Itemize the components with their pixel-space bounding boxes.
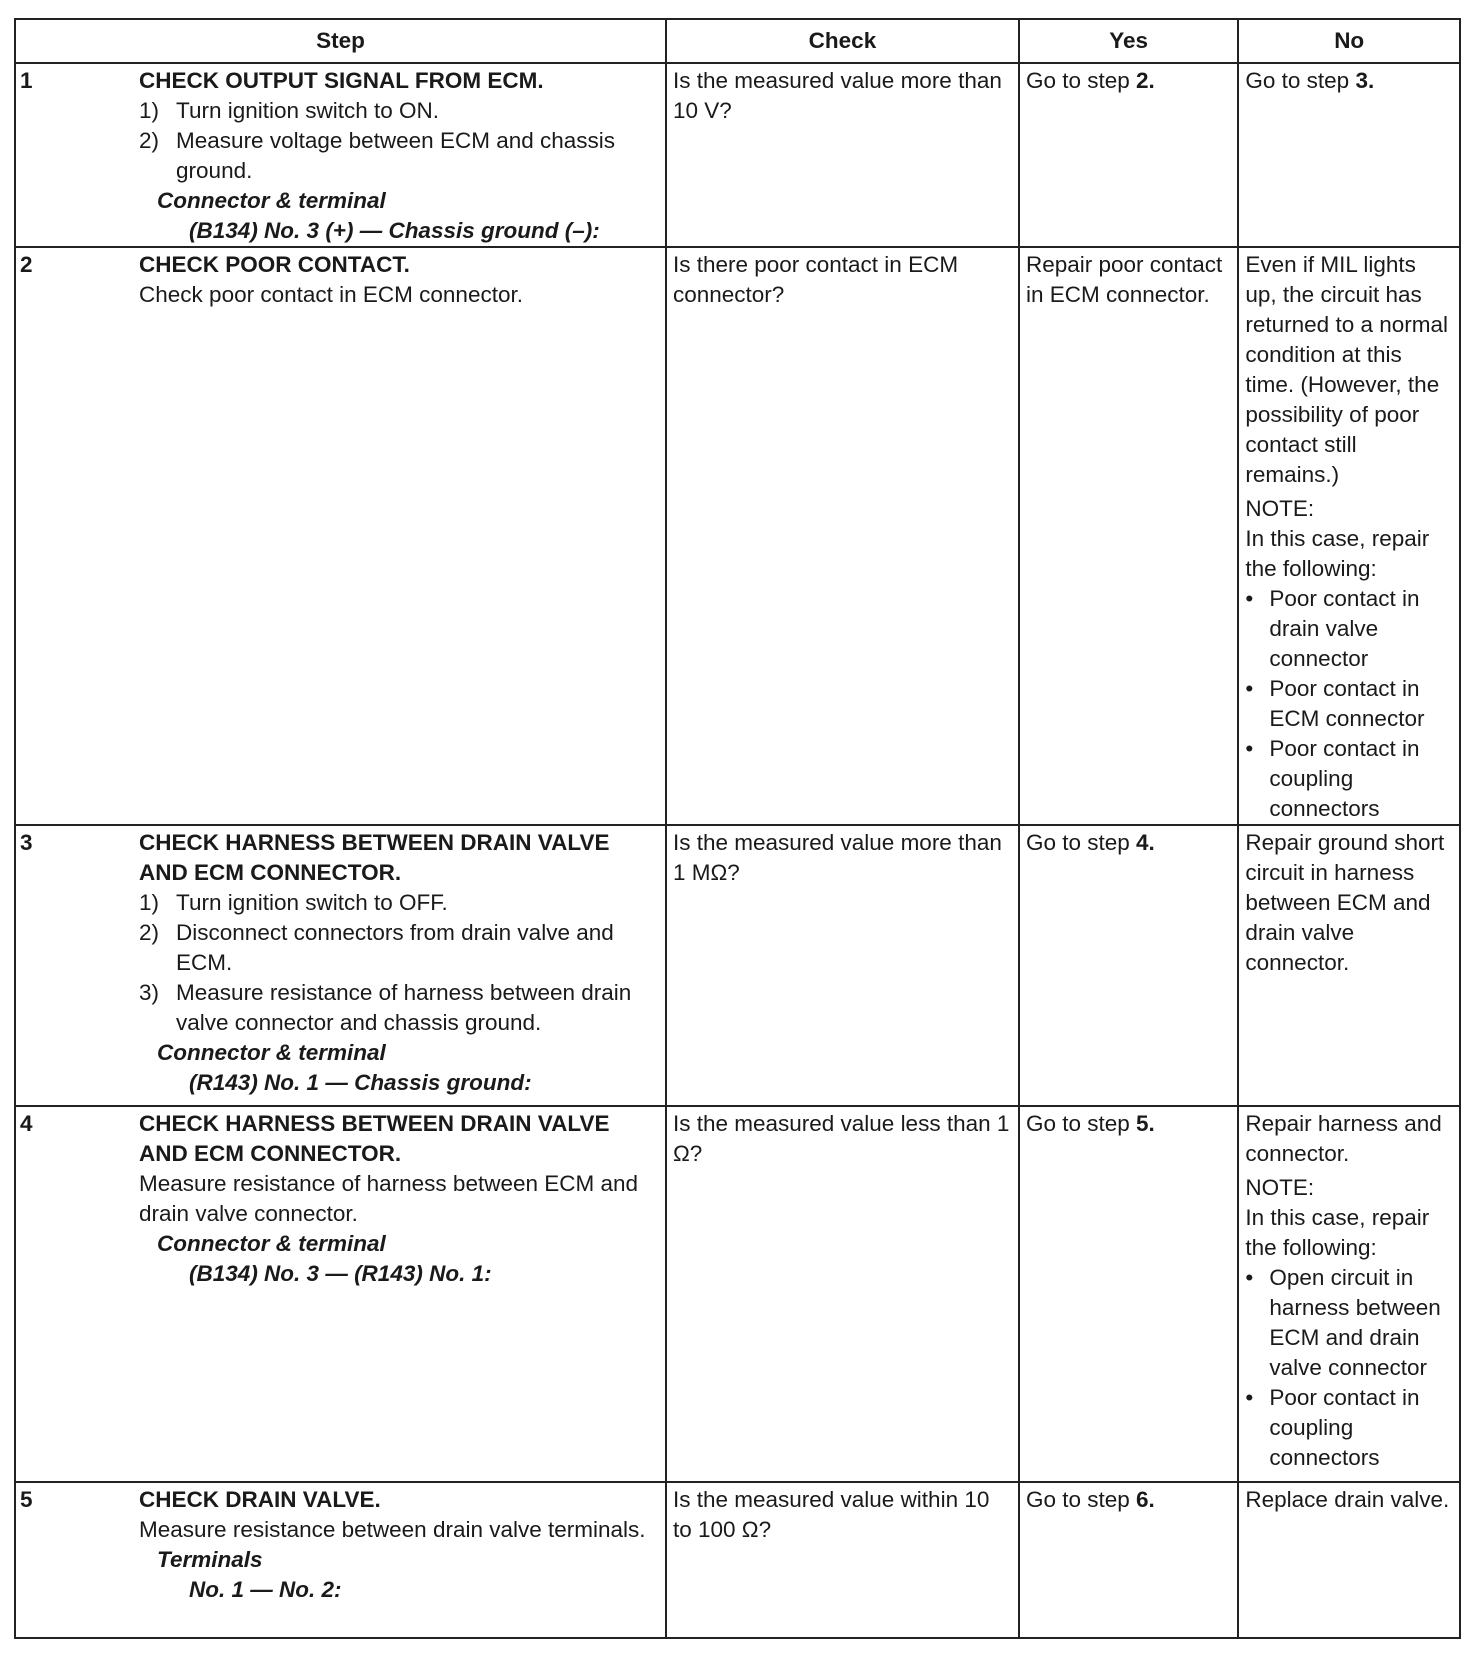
connector-terminal: No. 1 — No. 2: (189, 1577, 342, 1602)
no-text: Repair harness and connector. (1245, 1111, 1442, 1166)
list-item (139, 978, 659, 1038)
bullet-icon: • (1245, 1385, 1254, 1410)
header-step: Step (15, 19, 666, 63)
step-title: CHECK POOR CONTACT. (139, 252, 410, 277)
list-text: Measure voltage between ECM and chassis ground. (176, 128, 616, 183)
list-item (1245, 584, 1453, 674)
list-item (139, 126, 659, 186)
bullet-icon: • (1245, 586, 1254, 611)
no-text: Go to step (1245, 68, 1356, 93)
connector-terminal: (B134) No. 3 — (R143) No. 1: (189, 1261, 492, 1286)
list-number: 2) (139, 920, 160, 945)
bullet-icon: • (1245, 676, 1254, 701)
yes-text: Go to step (1025, 830, 1137, 855)
table-row (15, 1482, 1460, 1638)
step-number: 5 (15, 1482, 139, 1638)
header-row (15, 19, 1460, 63)
step-title: CHECK HARNESS BETWEEN DRAIN VALVE AND ECM CONNECTOR. (139, 1111, 610, 1166)
step-number: 3 (15, 825, 139, 1106)
connector-label: Connector & terminal (157, 188, 386, 213)
bullet-icon: • (1245, 736, 1254, 761)
list-number: 1) (139, 98, 160, 123)
no-cell: Replace drain valve. (1238, 1482, 1460, 1638)
bullet-text: Poor contact in ECM connector (1269, 676, 1425, 731)
list-text: Disconnect connectors from drain valve and ECM. (176, 920, 614, 975)
step-title: CHECK HARNESS BETWEEN DRAIN VALVE AND ECM CONNECTOR. (139, 830, 610, 885)
diagnostic-table (14, 18, 1461, 1639)
list-number: 1) (139, 890, 160, 915)
yes-cell (1019, 1106, 1238, 1482)
bullet-text: Open circuit in harness between ECM and drain valve connector (1269, 1265, 1441, 1380)
connector-label: Terminals (157, 1547, 263, 1572)
step-reference: 3. (1355, 68, 1375, 93)
step-title: CHECK OUTPUT SIGNAL FROM ECM. (139, 68, 544, 93)
note-heading: NOTE: (1245, 1175, 1315, 1200)
step-reference: 5. (1136, 1111, 1155, 1136)
list-text: Turn ignition switch to OFF. (176, 890, 448, 915)
list-item (1245, 1383, 1453, 1473)
yes-cell (1019, 825, 1238, 1106)
step-description (139, 825, 666, 1106)
list-item (139, 918, 659, 978)
check-cell: Is the measured value more than 10 V? (666, 63, 1019, 247)
list-number: 3) (139, 980, 160, 1005)
step-number: 4 (15, 1106, 139, 1482)
header-check: Check (666, 19, 1019, 63)
table-row (15, 247, 1460, 825)
step-description (139, 63, 666, 247)
step-text: Measure resistance between drain valve terminals. (139, 1517, 646, 1542)
step-description (139, 247, 666, 825)
note-intro: In this case, repair the following: (1245, 526, 1430, 581)
bullet-text: Poor contact in coupling connectors (1269, 1385, 1420, 1470)
table-row (15, 825, 1460, 1106)
bullet-icon: • (1245, 1265, 1254, 1290)
step-text: Measure resistance of harness between ECM and drain valve connector. (139, 1171, 639, 1226)
yes-text: Go to step (1025, 1487, 1137, 1512)
yes-cell (1019, 63, 1238, 247)
connector-terminal: (B134) No. 3 (+) — Chassis ground (–): (189, 218, 600, 243)
list-number: 2) (139, 128, 160, 153)
list-item (139, 888, 659, 918)
header-yes: Yes (1019, 19, 1238, 63)
list-item (1245, 1263, 1453, 1383)
check-cell: Is the measured value within 10 to 100 Ω? (666, 1482, 1019, 1638)
list-item (1245, 674, 1453, 734)
step-text: Check poor contact in ECM connector. (139, 282, 523, 307)
check-cell: Is the measured value more than 1 MΩ? (666, 825, 1019, 1106)
no-cell (1238, 63, 1460, 247)
list-item (1245, 734, 1453, 824)
no-cell: Repair ground short circuit in harness between ECM and drain valve connector. (1238, 825, 1460, 1106)
procedure-list (139, 888, 659, 1038)
yes-cell (1019, 1482, 1238, 1638)
check-cell: Is there poor contact in ECM connector? (666, 247, 1019, 825)
step-description (139, 1482, 666, 1638)
step-title: CHECK DRAIN VALVE. (139, 1487, 381, 1512)
check-cell: Is the measured value less than 1 Ω? (666, 1106, 1019, 1482)
step-description (139, 1106, 666, 1482)
step-number: 2 (15, 247, 139, 825)
no-text: Even if MIL lights up, the circuit has returned to a normal condition at this time. (However, the possibility of poor contact still remains.) (1245, 252, 1449, 487)
yes-cell: Repair poor contact in ECM connector. (1019, 247, 1238, 825)
step-reference: 6. (1136, 1487, 1155, 1512)
table-row (15, 1106, 1460, 1482)
procedure-list (139, 96, 659, 186)
list-item (139, 96, 659, 126)
note-heading: NOTE: (1245, 496, 1315, 521)
connector-label: Connector & terminal (157, 1040, 386, 1065)
table-row (15, 63, 1460, 247)
no-cell (1238, 1106, 1460, 1482)
list-text: Turn ignition switch to ON. (176, 98, 440, 123)
step-reference: 4. (1136, 830, 1155, 855)
connector-label: Connector & terminal (157, 1231, 386, 1256)
list-text: Measure resistance of harness between drain valve connector and chassis ground. (176, 980, 632, 1035)
connector-terminal: (R143) No. 1 — Chassis ground: (189, 1070, 532, 1095)
yes-text: Go to step (1025, 68, 1137, 93)
no-cell (1238, 247, 1460, 825)
bullet-text: Poor contact in coupling connectors (1269, 736, 1420, 821)
diagnostic-procedure (14, 18, 1461, 1639)
header-no: No (1238, 19, 1460, 63)
note-intro: In this case, repair the following: (1245, 1205, 1430, 1260)
step-number: 1 (15, 63, 139, 247)
step-reference: 2. (1136, 68, 1155, 93)
yes-text: Go to step (1025, 1111, 1137, 1136)
bullet-text: Poor contact in drain valve connector (1269, 586, 1420, 671)
